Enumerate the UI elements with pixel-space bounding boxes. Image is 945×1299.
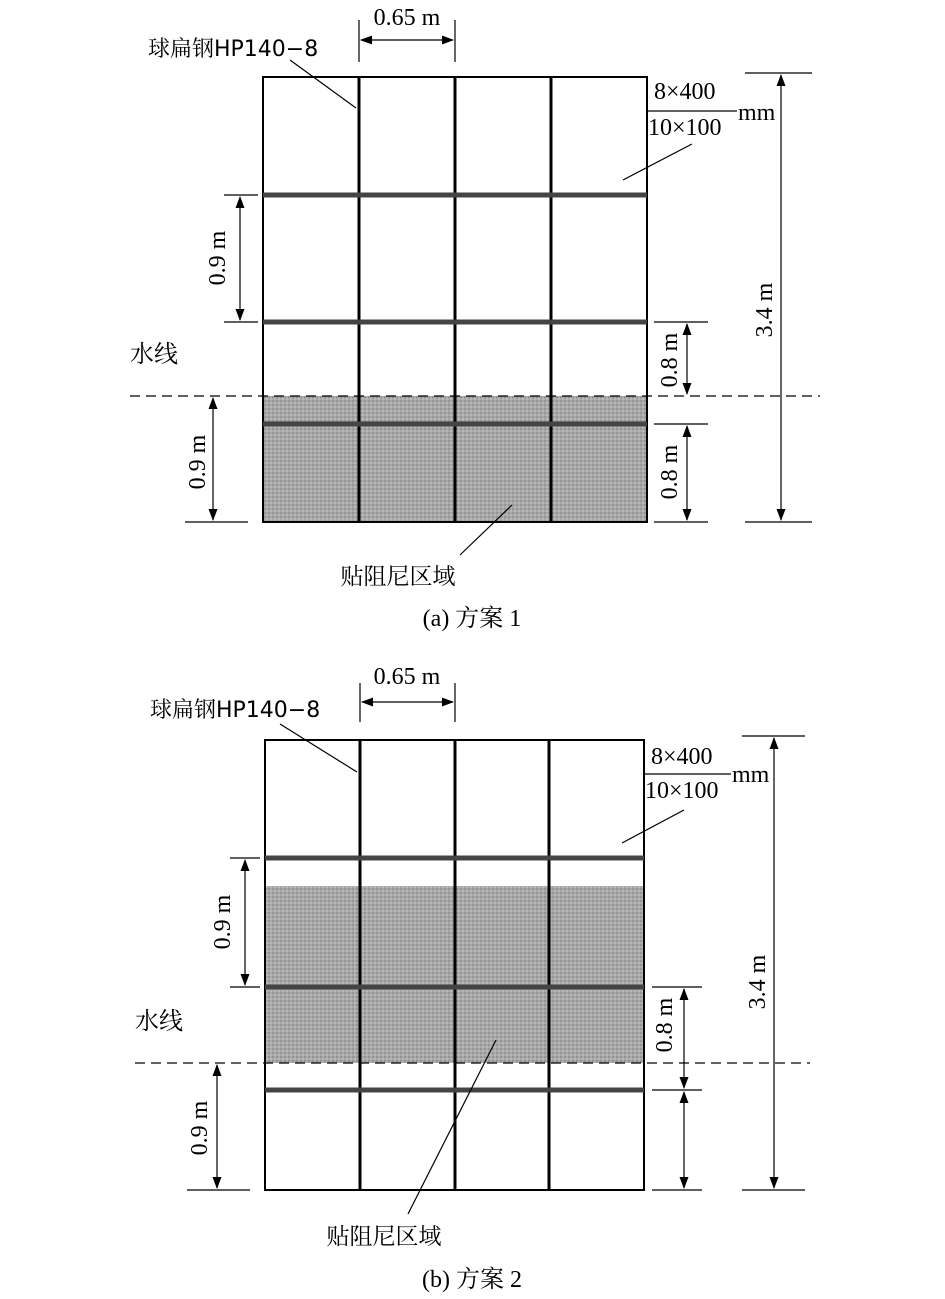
spacing-label: 0.65 m bbox=[373, 5, 441, 31]
right-dimension-upper-label: 0.8 m bbox=[657, 332, 683, 388]
plate-thickness-denominator: 10×100 bbox=[648, 115, 722, 141]
waterline-label: 水线 bbox=[135, 1007, 183, 1035]
left-dimension-lower-label: 0.9 m bbox=[185, 434, 211, 490]
panel-b bbox=[135, 664, 810, 1293]
plate-leader bbox=[623, 144, 692, 180]
damping-leader bbox=[408, 1040, 496, 1214]
plate-thickness-unit: mm bbox=[738, 100, 776, 126]
right-dimension-lower-label: 0.8 m bbox=[657, 444, 683, 500]
plate-thickness-numerator: 8×400 bbox=[651, 744, 713, 770]
plate-thickness-unit: mm bbox=[732, 762, 770, 788]
damping-label: 贴阻尼区域 bbox=[340, 564, 456, 590]
stiffener-label: 球扁钢HP140−8 bbox=[150, 698, 321, 723]
panel-b-caption: (b) 方案 2 bbox=[422, 1267, 522, 1293]
stiffener-leader bbox=[290, 60, 356, 108]
damping-label: 贴阻尼区域 bbox=[326, 1224, 442, 1250]
waterline-label: 水线 bbox=[130, 340, 178, 368]
left-dimension-lower-label: 0.9 m bbox=[187, 1100, 213, 1156]
panel-a-caption: (a) 方案 1 bbox=[422, 606, 522, 632]
left-dimension-upper-label: 0.9 m bbox=[210, 894, 236, 950]
right-dimension-upper-label: 0.8 m bbox=[652, 997, 678, 1053]
stiffener-leader bbox=[280, 724, 357, 772]
plate-leader bbox=[622, 810, 684, 843]
height-dimension-label: 3.4 m bbox=[745, 954, 771, 1010]
plate-thickness-numerator: 8×400 bbox=[654, 79, 716, 105]
panel-a bbox=[130, 5, 820, 632]
height-dimension-label: 3.4 m bbox=[752, 282, 778, 338]
spacing-label: 0.65 m bbox=[373, 664, 441, 690]
stiffener-label: 球扁钢HP140−8 bbox=[148, 37, 319, 62]
left-dimension-upper-label: 0.9 m bbox=[205, 230, 231, 286]
plate-thickness-denominator: 10×100 bbox=[645, 778, 719, 804]
